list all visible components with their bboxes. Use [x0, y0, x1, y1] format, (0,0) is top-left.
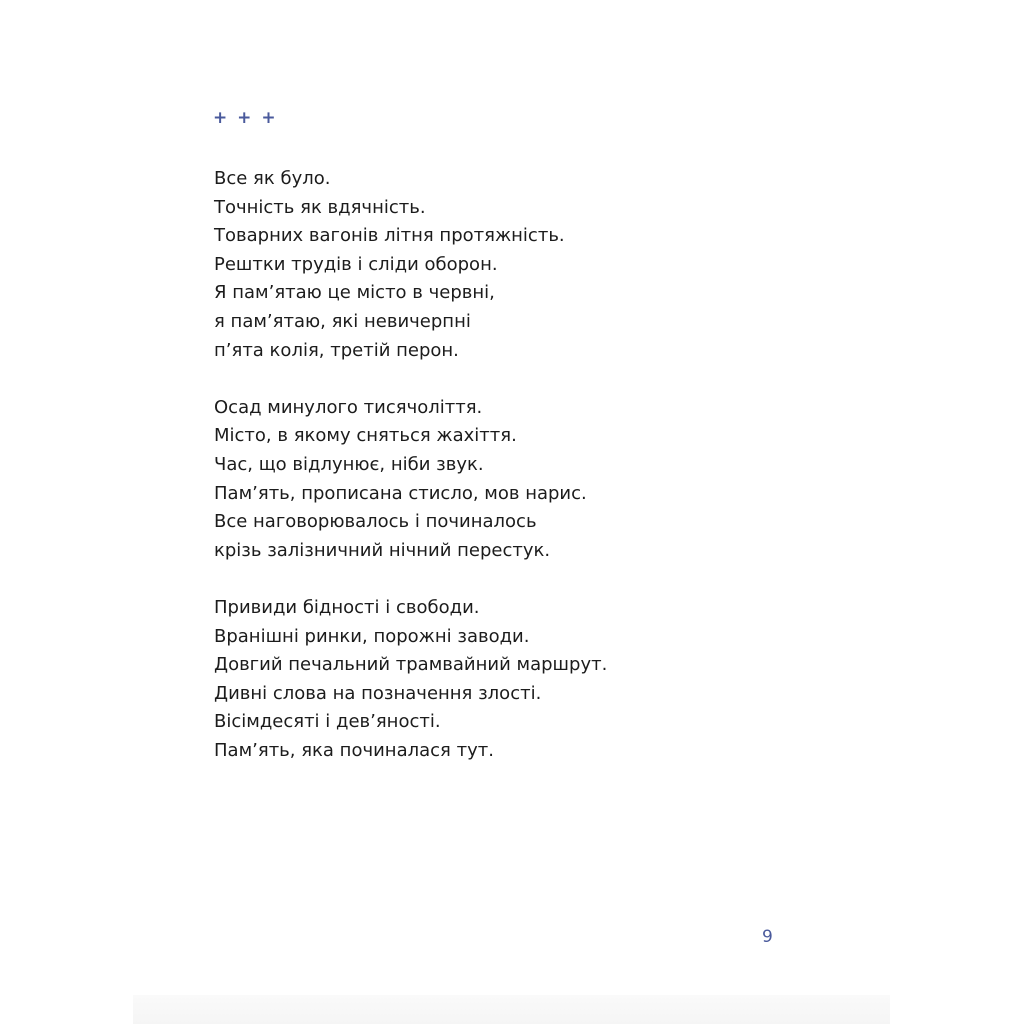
page-number: 9 — [762, 927, 773, 947]
poem-line: крізь залізничний нічний перестук. — [214, 539, 551, 561]
poem-line: Товарних вагонів літня протяжність. — [214, 225, 565, 247]
poem-line: п’ята колія, третій перон. — [214, 339, 459, 361]
poem-line: Місто, в якому сняться жахіття. — [214, 425, 517, 447]
stanza-2 — [214, 394, 814, 566]
stanza-3 — [214, 594, 814, 766]
poem-line: Дивні слова на позначення злості. — [214, 682, 542, 704]
poem-line: Привиди бідності і свободи. — [214, 596, 480, 618]
poem-line: Все наговорювалось і починалось — [214, 511, 537, 533]
poem-line: Пам’ять, яка починалася тут. — [214, 739, 494, 761]
poem-line: Довгий печальний трамвайний маршрут. — [214, 654, 608, 676]
poem-line: Осад минулого тисячоліття. — [214, 396, 483, 418]
stanza-1 — [214, 165, 814, 365]
poem-line: Рештки трудів і сліди оборон. — [214, 253, 498, 275]
poem — [214, 165, 814, 794]
poem-line: Я пам’ятаю це місто в червні, — [214, 282, 495, 304]
poem-line: Пам’ять, прописана стисло, мов нарис. — [214, 482, 587, 504]
stanza-separator: + + + — [213, 108, 278, 128]
poem-line: Вранішні ринки, порожні заводи. — [214, 625, 530, 647]
poem-line: Вісімдесяті і дев’яності. — [214, 711, 441, 733]
page-edge-shadow — [133, 995, 890, 1024]
poem-line: Все як було. — [214, 168, 331, 189]
poem-line: я пам’ятаю, які невичерпні — [214, 310, 471, 332]
poem-line: Точність як вдячність. — [214, 196, 426, 218]
poem-line: Час, що відлунює, ніби звук. — [214, 453, 484, 475]
